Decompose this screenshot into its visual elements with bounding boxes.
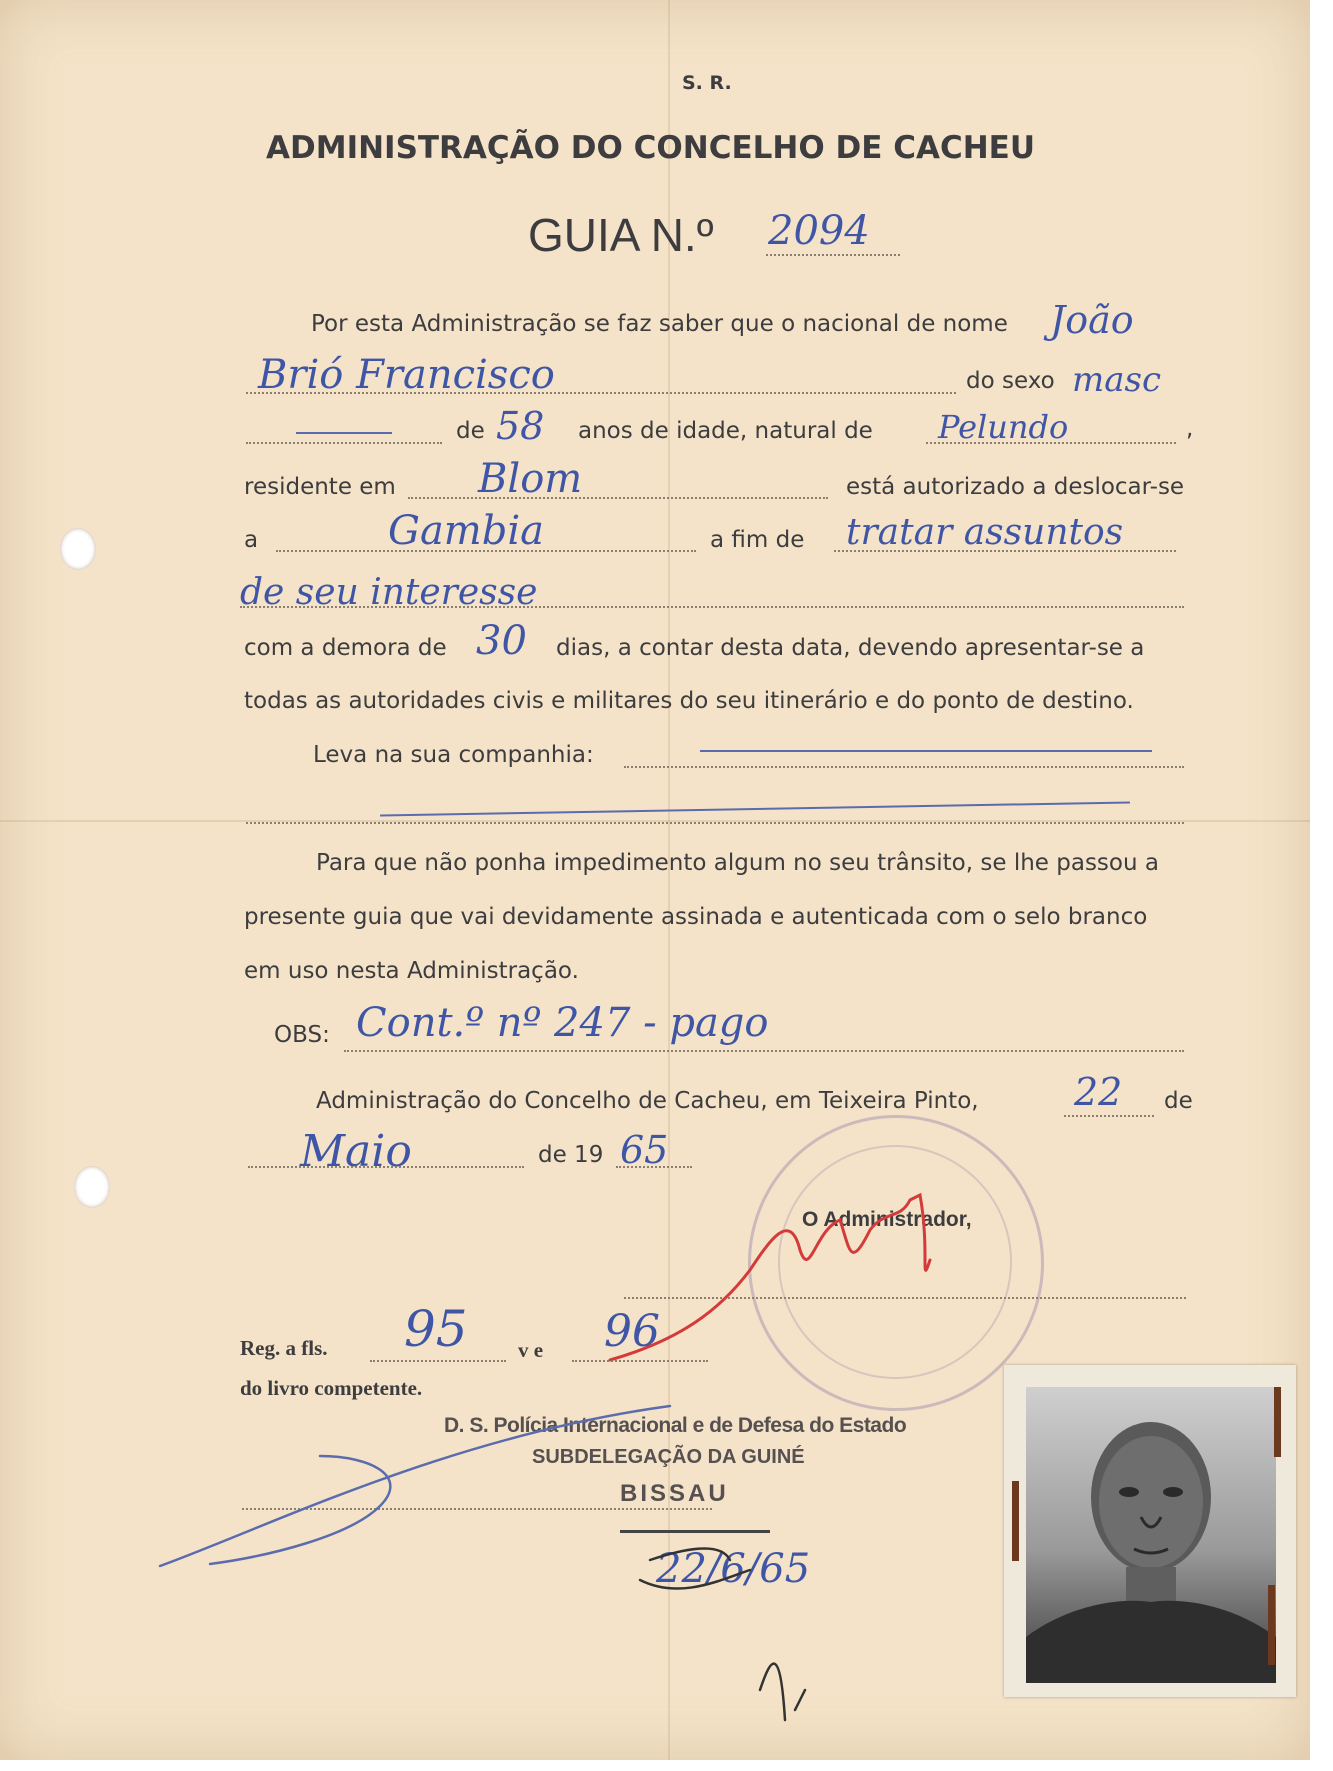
pide-initials — [620, 1540, 840, 1740]
name-first: João — [1050, 298, 1134, 342]
de-19: de 19 — [538, 1142, 604, 1168]
para-line-3: em uso nesta Administração. — [244, 958, 579, 984]
guia-number: 2094 — [768, 208, 870, 254]
portrait-photo-image — [1026, 1387, 1276, 1683]
demora-label: com a demora de — [244, 635, 447, 661]
fim-value-1: tratar assuntos — [846, 512, 1124, 553]
residente-label: residente em — [244, 474, 396, 500]
reg-label: Reg. a fls. — [240, 1336, 328, 1360]
demora-suffix: dias, a contar desta data, devendo apresentar-se a — [556, 635, 1145, 661]
livro-label: do livro competente. — [240, 1376, 423, 1400]
administrator-signature — [600, 1190, 1040, 1370]
natural-value: Pelundo — [938, 408, 1069, 446]
intro-text: Por esta Administração se faz saber que o nacional de nome — [311, 311, 1008, 337]
id-photo — [1004, 1365, 1296, 1697]
dias-value: 30 — [476, 618, 527, 664]
companhia-label: Leva na sua companhia: — [313, 742, 594, 768]
para-line-2: presente guia que vai devidamente assinada e autenticada com o selo branco — [244, 904, 1148, 930]
obs-label: OBS: — [274, 1022, 330, 1048]
reg-page-1: 95 — [404, 1300, 468, 1358]
a-label: a — [244, 527, 259, 553]
pide-stamp-line-2: SUBDELEGAÇÃO DA GUINÉ — [532, 1446, 805, 1468]
guia-label: GUIA N.º — [528, 209, 714, 261]
age-value: 58 — [496, 404, 545, 448]
rust-staple-left — [1012, 1481, 1019, 1561]
pide-stamp-line-3: BISSAU — [620, 1480, 729, 1507]
year-value: 65 — [620, 1128, 669, 1172]
punch-hole-bottom — [74, 1166, 110, 1208]
reg-page-2: 96 — [604, 1306, 660, 1357]
destino-value: Gambia — [388, 508, 544, 554]
obs-value: Cont.º nº 247 - pago — [356, 1000, 769, 1046]
para-line-1: Para que não ponha impedimento algum no seu trânsito, se lhe passou a — [316, 850, 1159, 876]
rust-staple-right-bottom — [1268, 1585, 1275, 1665]
name-rest: Brió Francisco — [258, 352, 555, 398]
rust-staple-right-top — [1274, 1387, 1281, 1457]
admin-line: Administração do Concelho de Cacheu, em Teixeira Pinto, — [316, 1088, 979, 1114]
sex-value: masc — [1072, 360, 1162, 400]
autoridades-text: todas as autoridades civis e militares do seu itinerário e do ponto de destino. — [244, 688, 1134, 714]
autorizado-text: está autorizado a deslocar-se — [846, 474, 1185, 500]
de-label: de — [456, 418, 485, 444]
natural-comma: , — [1186, 416, 1194, 442]
pide-date-handwritten: 22/6/65 — [656, 1546, 811, 1592]
pide-stamp-line-1: D. S. Polícia Internacional e de Defesa do Estado — [444, 1414, 907, 1437]
age-suffix: anos de idade, natural de — [578, 418, 873, 444]
month-value: Maio — [300, 1126, 412, 1177]
fim-value-2: de seu interesse — [240, 572, 538, 613]
residente-value: Blom — [478, 456, 583, 502]
sex-label: do sexo — [966, 368, 1055, 394]
de-word: de — [1164, 1088, 1193, 1114]
header-sr: S. R. — [682, 72, 732, 94]
administrador-label: O Administrador, — [802, 1208, 972, 1231]
day-value: 22 — [1074, 1070, 1123, 1114]
punch-hole-top — [60, 528, 96, 570]
ve-label: v e — [518, 1338, 544, 1362]
header-title: ADMINISTRAÇÃO DO CONCELHO DE CACHEU — [266, 130, 1035, 166]
fim-label: a fim de — [710, 527, 805, 553]
